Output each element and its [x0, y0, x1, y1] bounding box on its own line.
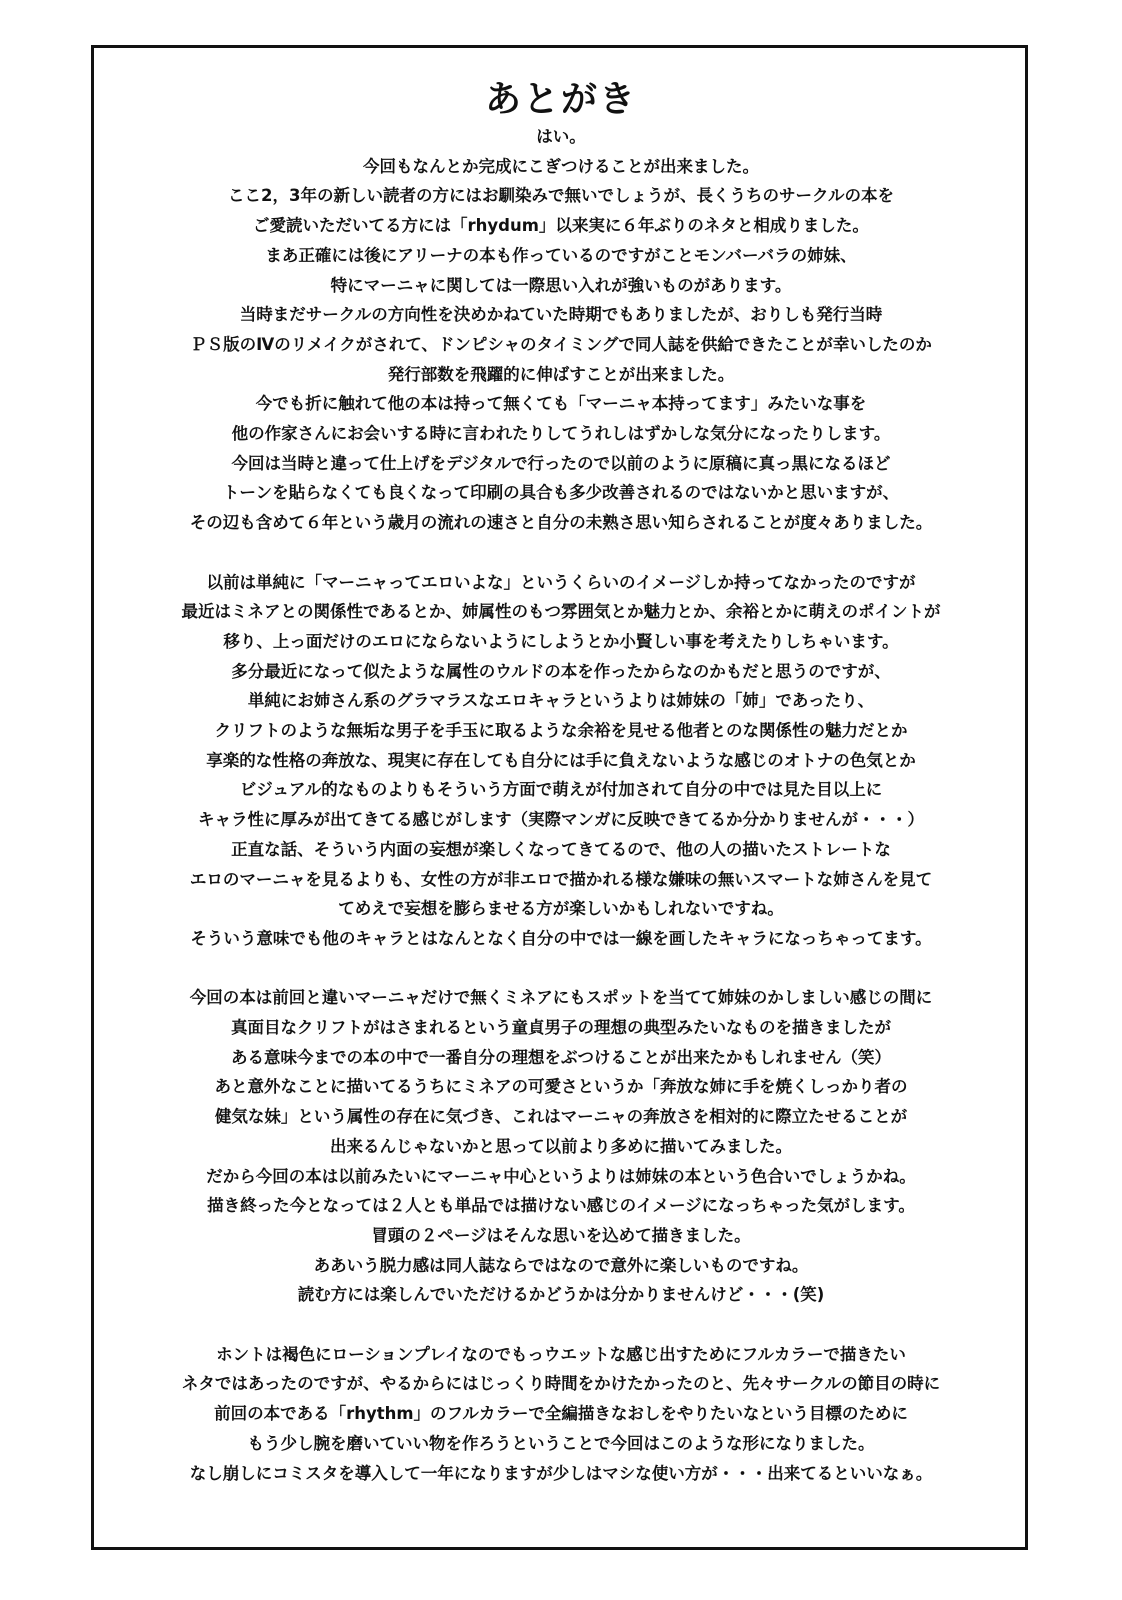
afterword-body [40, 122, 1082, 1488]
text-line: まあ正確には後にアリーナの本も作っているのですがことモンバーバラの姉妹、 [265, 245, 857, 265]
text-line: 真面目なクリフトがはさまれるという童貞男子の理想の典型みたいなものを描きましたが [231, 1018, 891, 1038]
text-line: 正直な話、そういう内面の妄想が楽しくなってきてるので、他の人の描いたストレートな [231, 839, 891, 859]
text-line: はい。 [536, 127, 586, 146]
page-title: あとがき [484, 79, 637, 120]
text-line: 以前は単純に「マーニャってエロいよな」というくらいのイメージしか持ってなかったのですが [206, 572, 916, 592]
text-line: 享楽的な性格の奔放な、現実に存在しても自分には手に負えないような感じのオトナの色気とか [206, 750, 916, 770]
text-line: ここ2，3年の新しい読者の方にはお馴染みで無いでしょうが、長くうちのサークルの本を [228, 186, 894, 206]
text-line: ご愛読いただいてる方には「rhydum」以来実に６年ぶりのネタと相成りました。 [253, 216, 869, 236]
text-line: ああいう脱力感は同人誌ならではなので意外に楽しいものですね。 [313, 1255, 809, 1275]
text-line: 描き終った今となっては２人とも単品では描けない感じのイメージになっちゃった気がします。 [207, 1196, 915, 1216]
text-line: 他の作家さんにお会いする時に言われたりしてうれしはずかしな気分になったりします。 [231, 424, 891, 444]
text-line: 単純にお姉さん系のグラマラスなエロキャラというよりは姉妹の「姉」であったり、 [247, 691, 875, 711]
paragraph-gap [40, 538, 1082, 568]
paragraph-gap [40, 1310, 1082, 1340]
text-line: あと意外なことに描いてるうちにミネアの可愛さというか「奔放な姉に手を焼くしっかり者の [214, 1077, 908, 1097]
text-line: なし崩しにコミスタを導入して一年になりますが少しはマシな使い方が・・・出来てるといいなぁ。 [189, 1463, 933, 1483]
text-line: ＰＳ版のⅣのリメイクがされて、ドンピシャのタイミングで同人誌を供給できたことが幸いしたのか [190, 334, 932, 354]
text-line: 今回の本は前回と違いマーニャだけで無くミネアにもスポットを当てて姉妹のかしましい感じの間に [189, 988, 933, 1008]
text-line: 多分最近になって似たような属性のウルドの本を作ったからなのかもだと思うのですが、 [231, 661, 891, 681]
text-line: そういう意味でも他のキャラとはなんとなく自分の中では一線を画したキャラになっちゃってます。 [190, 928, 932, 948]
text-line: 今回は当時と違って仕上げをデジタルで行ったので以前のように原稿に真っ黒になるほど [231, 453, 891, 473]
text-line: ビジュアル的なものよりもそういう方面で萌えが付加されて自分の中では見た目以上に [239, 780, 883, 800]
text-line: だから今回の本は以前みたいにマーニャ中心というよりは姉妹の本という色合いでしょうかね。 [206, 1166, 916, 1186]
text-line: 健気な妹」という属性の存在に気づき、これはマーニャの奔放さを相対的に際立たせることが [214, 1107, 908, 1127]
text-line: クリフトのような無垢な男子を手玉に取るような余裕を見せる他者とのな関係性の魅力だとか [214, 721, 908, 741]
text-line: ある意味今までの本の中で一番自分の理想をぶつけることが出来たかもしれません（笑） [231, 1047, 891, 1067]
text-line: 前回の本である「rhythm」のフルカラーで全編描きなおしをやりたいなという目標のために [214, 1404, 908, 1424]
text-line: 特にマーニャに関しては一際思い入れが強いものがあります。 [330, 275, 792, 295]
text-line: 発行部数を飛躍的に伸ばすことが出来ました。 [387, 364, 735, 384]
text-line: 今でも折に触れて他の本は持って無くても「マーニャ本持ってます」みたいな事を [255, 394, 867, 414]
text-line: キャラ性に厚みが出てきてる感じがします（実際マンガに反映できてるか分かりませんが・・・） [198, 810, 924, 830]
text-line: 冒頭の２ページはそんな思いを込めて描きました。 [371, 1225, 751, 1245]
text-line: 当時まだサークルの方向性を決めかねていた時期でもありましたが、おりしも発行当時 [239, 305, 883, 325]
text-line: ネタではあったのですが、やるからにはじっくり時間をかけたかったのと、先々サークルの節目の時に [181, 1374, 941, 1394]
text-line: ホントは褐色にローションプレイなのでもっウエットな感じ出すためにフルカラーで描きたい [216, 1344, 906, 1364]
text-line: 出来るんじゃないかと思って以前より多めに描いてみました。 [330, 1136, 792, 1156]
text-line: てめえで妄想を膨らませる方が楽しいかもしれないですね。 [338, 899, 784, 919]
text-line: 今回もなんとか完成にこぎつけることが出来ました。 [363, 156, 759, 176]
text-line: 読む方には楽しんでいただけるかどうかは分かりませんけど・・・(笑) [297, 1285, 825, 1305]
text-line: もう少し腕を磨いていい物を作ろうということで今回はこのような形になりました。 [247, 1433, 875, 1453]
text-line: その辺も含めて６年という歳月の流れの速さと自分の未熟さ思い知らされることが度々ありました。 [189, 513, 933, 533]
text-line: 最近はミネアとの関係性であるとか、姉属性のもつ雰囲気とか魅力とか、余裕とかに萌えのポイントが [181, 602, 941, 622]
paragraph-gap [40, 954, 1082, 984]
text-line: トーンを貼らなくても良くなって印刷の具合も多少改善されるのではないかと思いますが、 [222, 483, 900, 503]
text-line: 移り、上っ面だけのエロにならないようにしようとか小賢しい事を考えたりしちゃいます。 [223, 631, 899, 651]
text-line: エロのマーニャを見るよりも、女性の方が非エロで描かれる様な嫌味の無いスマートな姉さんを見て [189, 869, 933, 889]
